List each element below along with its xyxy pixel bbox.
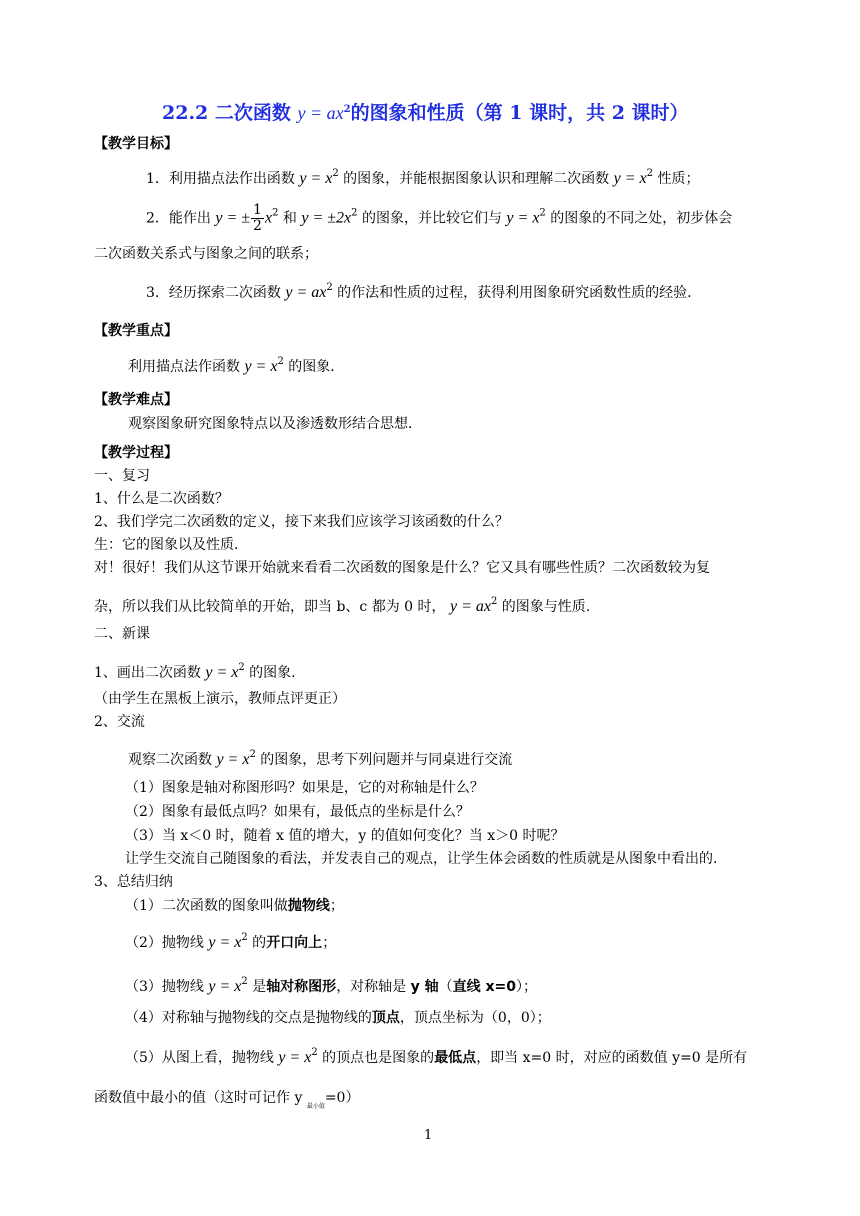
conclusion-3: （3）抛物线 $y = x^2$ 是轴对称图形，对称轴是 y 轴（直线 x=0）； [125, 976, 538, 995]
question-3: （3）当 x＜0 时，随着 x 值的增大，y 的值如何变化？当 x＞0 时呢？ [125, 828, 565, 844]
review-q2: 2、我们学完二次函数的定义，接下来我们应该学习该函数的什么？ [94, 514, 509, 530]
objectives-heading: 【教学目标】 [94, 136, 178, 152]
difficulty-text: 观察图象研究图象特点以及渗透数形结合思想． [128, 416, 422, 432]
conclusion-5: （5）从图上看，抛物线 $y = x^2$ 的顶点也是图象的最低点，即当 x=0 时，对应的函数值 y=0 是所有 [125, 1047, 748, 1066]
objective-2-line2: 二次函数关系式与图象之间的联系； [94, 246, 318, 262]
review-q1: 1、什么是二次函数？ [94, 491, 229, 507]
newlesson-step2-prompt: 观察二次函数 $y = x^2$ 的图象，思考下列问题并与同桌进行交流 [128, 749, 513, 768]
process-heading: 【教学过程】 [94, 445, 178, 461]
conclusion-1: （1）二次函数的图象叫做抛物线； [125, 898, 344, 914]
newlesson-step3: 3、总结归纳 [94, 874, 173, 890]
conclusion-2: （2）抛物线 $y = x^2$ 的开口向上； [125, 932, 337, 951]
review-paragraph-line2: 杂，所以我们从比较简单的开始，即当 b、c 都为 0 时， $y = ax^2$ 的图象与性质. [94, 596, 591, 615]
review-paragraph-line1: 对！很好！我们从这节课开始就来看看二次函数的图象是什么？它又具有哪些性质？二次函数较为复 [94, 560, 710, 576]
keypoint-heading: 【教学重点】 [94, 323, 178, 339]
objective-3: 3．经历探索二次函数 $y = ax^2$ 的作法和性质的过程，获得利用图象研究函数性质的经验． [146, 282, 702, 301]
review-answer: 生：它的图象以及性质． [94, 537, 248, 553]
newlesson-step1-note: （由学生在黑板上演示，教师点评更正） [94, 691, 346, 707]
discussion-text: 让学生交流自己随图象的看法，并发表自己的观点，让学生体会函数的性质就是从图象中看出的. [125, 851, 718, 867]
keypoint-text: 利用描点法作函数 $y = x^2$ 的图象． [128, 356, 345, 375]
newlesson-step1: 1、画出二次函数 $y = x^2$ 的图象. [94, 662, 296, 681]
document-title: 22.2 二次函数 $y = ax^2$的图象和性质（第 1 课时，共 2 课时） [162, 102, 689, 124]
objective-2: 2．能作出 y = ± $\frac{1}{2}$ $x^2$ 和 $y = \pm 2x^2$ 的图象，并比较它们与 $y = x^2$ 的图象的不同之处，初步体会 [146, 202, 733, 234]
newlesson-step2: 2、交流 [94, 714, 145, 730]
fraction-half: $\frac{1}{2}$ [253, 202, 262, 234]
objective-1: 1．利用描点法作出函数 $y = x^2$ 的图象，并能根据图象认识和理解二次函数 $y = x^2$ 性质； [146, 168, 700, 187]
conclusion-5-line2: 函数值中最小的值（这时可记作 y $_{最小值}$=0） [94, 1090, 360, 1110]
question-1: （1）图象是轴对称图形吗？如果是，它的对称轴是什么？ [125, 780, 484, 796]
newlesson-label: 二、新课 [94, 626, 150, 642]
difficulty-heading: 【教学难点】 [94, 392, 178, 408]
question-2: （2）图象有最低点吗？如果有，最低点的坐标是什么？ [125, 804, 470, 820]
review-label: 一、复习 [94, 468, 150, 484]
conclusion-4: （4）对称轴与抛物线的交点是抛物线的顶点，顶点坐标为（0，0）； [125, 1010, 551, 1026]
page-number: 1 [424, 1128, 433, 1143]
